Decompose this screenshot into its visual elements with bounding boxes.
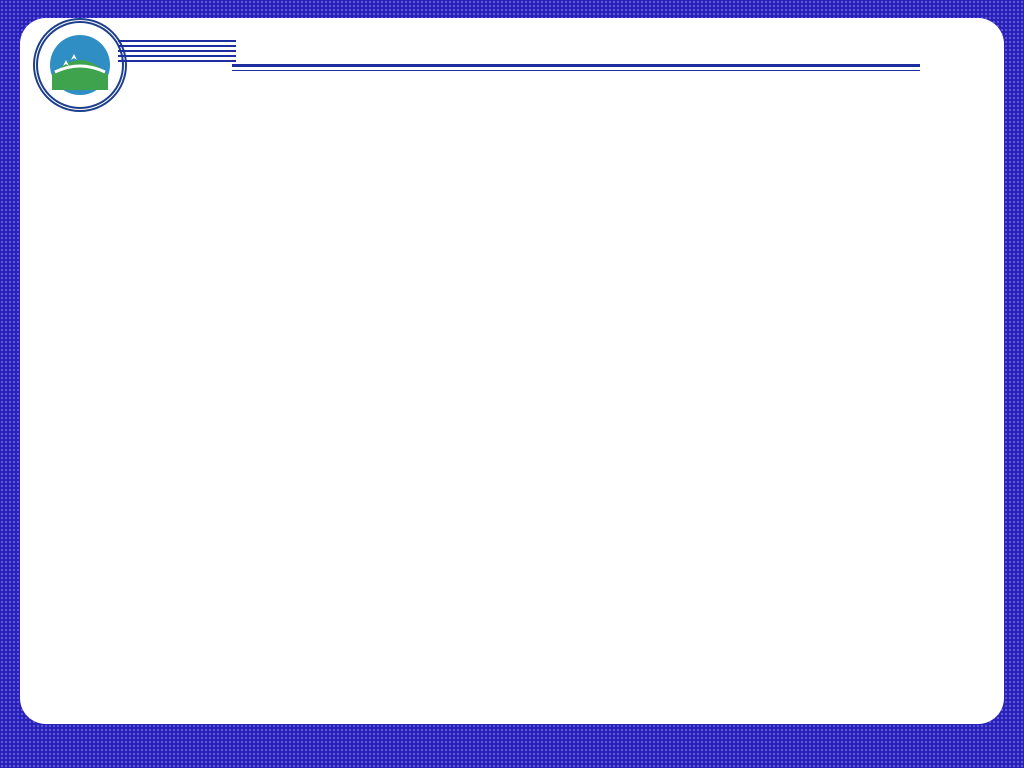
header-stripes — [118, 40, 236, 70]
college-logo — [33, 18, 127, 112]
header-divider-thin — [232, 70, 920, 71]
header-divider — [232, 64, 920, 67]
navigation-bar — [0, 734, 1024, 762]
slide-panel — [20, 18, 1004, 724]
